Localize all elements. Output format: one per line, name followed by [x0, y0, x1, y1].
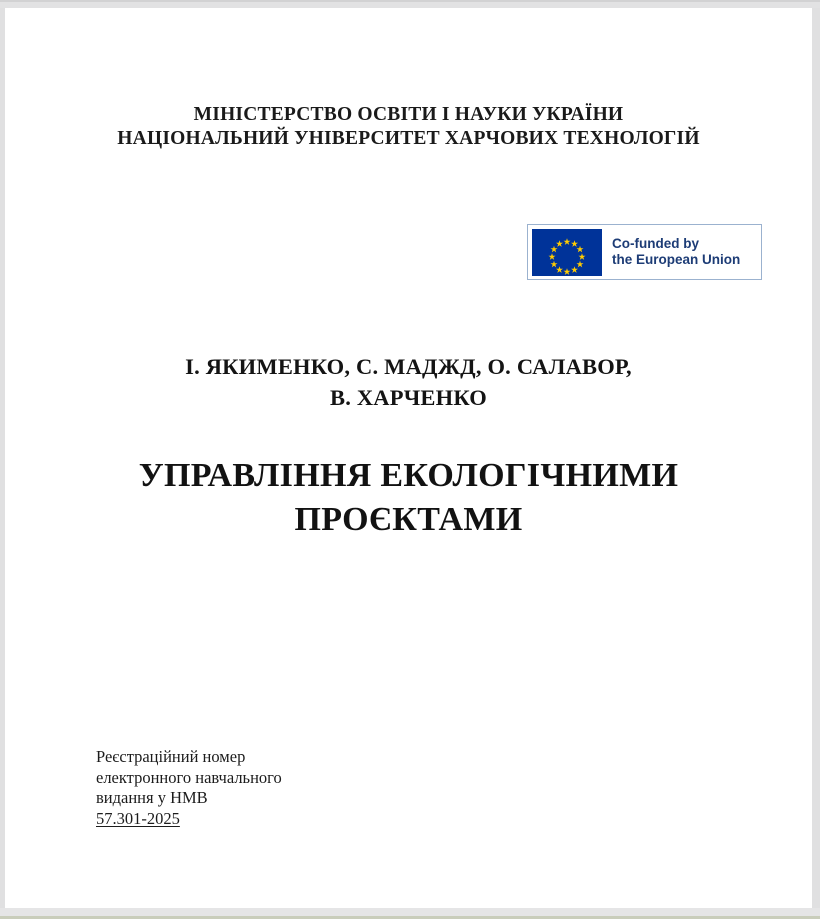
viewer-right-margin — [812, 8, 820, 908]
eu-badge-text-line1: Co-funded by — [612, 235, 699, 251]
registration-line-2: електронного навчального — [96, 767, 282, 787]
document-authors — [5, 351, 812, 413]
registration-number: 57.301-2025 — [96, 808, 180, 828]
eu-badge-text — [612, 236, 740, 269]
document-header — [5, 103, 812, 151]
title-line-2: ПРОЄКТАМИ — [294, 501, 523, 538]
header-line-ministry: МІНІСТЕРСТВО ОСВІТИ І НАУКИ УКРАЇНИ — [193, 104, 624, 125]
title-line-1: УПРАВЛІННЯ ЕКОЛОГІЧНИМИ — [138, 457, 679, 494]
authors-line-1: І. ЯКИМЕНКО, С. МАДЖД, О. САЛАВОР, — [185, 354, 632, 379]
eu-flag-icon — [532, 229, 602, 276]
header-line-university: НАЦІОНАЛЬНИЙ УНІВЕРСИТЕТ ХАРЧОВИХ ТЕХНОЛОГІЙ — [117, 128, 700, 149]
registration-line-1: Реєстраційний номер — [96, 747, 246, 766]
document-page — [5, 8, 812, 908]
registration-line-3: видання у НМВ — [96, 788, 208, 808]
registration-block — [96, 747, 416, 829]
document-title — [5, 454, 812, 542]
authors-line-2: В. ХАРЧЕНКО — [330, 385, 487, 410]
eu-badge-text-line2: the European Union — [612, 252, 741, 267]
eu-cofunded-badge — [527, 224, 762, 280]
viewer-bottom-background — [0, 908, 820, 916]
